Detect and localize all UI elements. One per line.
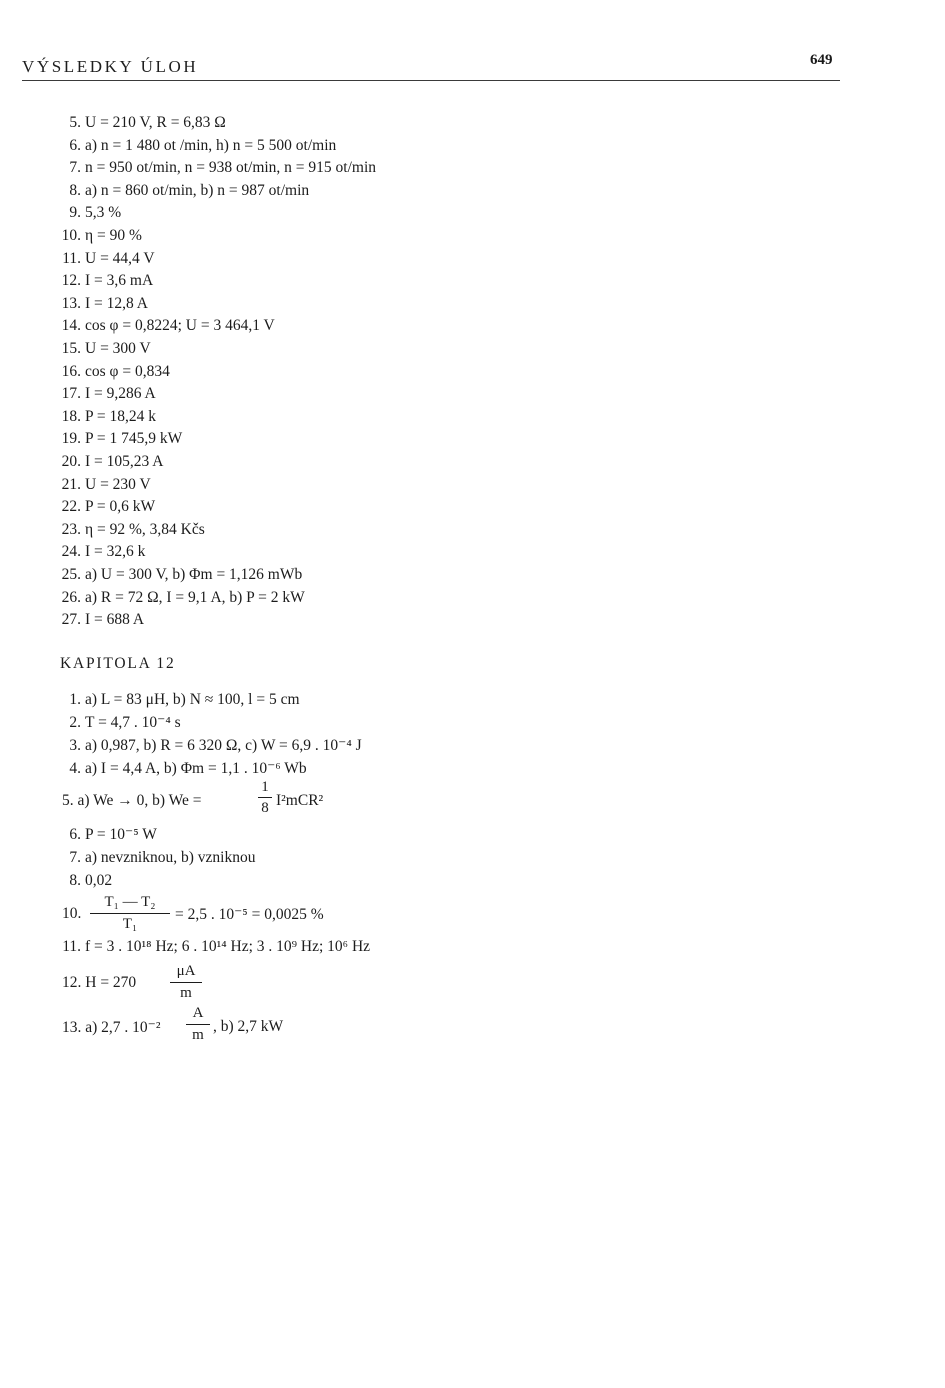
answer-item [40,849,255,867]
answer-text: 5,3 % [85,204,122,222]
answer-text: T = 4,7 . 10⁻⁴ s [85,714,181,731]
answer-item [40,498,155,516]
chapter-heading: KAPITOLA 12 [60,655,176,672]
answer-item [40,227,142,245]
answer-number: 15. [61,340,81,357]
answer-text: I = 9,286 A [85,385,156,403]
answer-item [40,408,156,426]
answer-number: 6. [69,136,81,154]
answer-text: a) nevzniknou, b) vzniknou [85,849,256,866]
answer-text: U = 210 V, R = 6,83 Ω [85,114,226,131]
answer-text: η = 90 % [85,227,142,244]
fraction-bar [170,982,202,983]
answer-item [40,589,305,607]
answer-number: 19. [61,430,81,448]
answer-12-prefix: 12. H = 270 [62,974,137,991]
answer-number: 3. [69,737,81,754]
answer-text: I = 688 A [85,611,145,629]
answer-13-suffix: , b) 2,7 kW [213,1018,284,1035]
answer-text: I = 105,23 A [85,453,164,470]
answer-12-denominator: m [180,985,192,1001]
answer-item [40,204,121,222]
answer-text: P = 0,6 kW [85,498,156,516]
answer-text: η = 92 %, 3,84 Kčs [85,520,205,538]
answer-item [40,250,155,268]
answer-number: 2. [69,714,81,731]
answer-number: 21. [61,475,81,493]
answer-text: P = 1 745,9 kW [85,430,183,448]
answer-number: 12. [61,272,81,290]
answer-text: cos φ = 0,8224; U = 3 464,1 V [85,317,275,335]
answer-item [40,611,144,629]
fraction-bar [258,797,272,798]
answer-item [40,159,376,177]
answer-item [40,340,151,358]
answer-item [40,826,157,844]
answer-text: U = 300 V [85,340,151,357]
answer-13-prefix: 13. a) 2,7 . 10⁻² [62,1019,161,1036]
answer-item [40,737,362,755]
answer-text: a) R = 72 Ω, I = 9,1 A, b) P = 2 kW [85,588,305,606]
answer-item [40,453,164,471]
answer-text: f = 3 . 10¹⁸ Hz; 6 . 10¹⁴ Hz; 3 . 10⁹ Hz; 10⁶ Hz [85,938,371,955]
answer-item [40,714,181,732]
answer-number: 5. [69,114,81,131]
answer-number: 9. [69,204,81,222]
answer-text: a) I = 4,4 A, b) Φm = 1,1 . 10⁻⁶ Wb [85,760,307,777]
answer-text: a) L = 83 μH, b) N ≈ 100, l = 5 cm [85,691,300,708]
answer-13-denominator: m [192,1027,204,1043]
answer-text: P = 10⁻⁵ W [85,826,157,843]
answer-item [40,476,151,494]
answer-13-numerator: A [192,1005,204,1021]
answer-number: 24. [61,543,81,561]
page-number: 649 [810,52,833,68]
answer-10-denominator: T₁ [122,916,138,932]
answer-text: cos φ = 0,834 [85,362,170,380]
answer-10-numerator: T₁ — T₂ [104,894,156,910]
answer-item [40,521,205,539]
answer-number: 20. [61,453,81,470]
answer-5-suffix: I²mCR² [276,792,324,809]
answer-text: a) U = 300 V, b) Φm = 1,126 mWb [85,566,303,583]
answer-12-numerator: μA [176,963,196,979]
answer-item [40,760,307,778]
answer-5-numerator: 1 [261,779,269,795]
answer-item [40,543,145,561]
answer-text: a) 0,987, b) R = 6 320 Ω, c) W = 6,9 . 10⁻⁴ J [85,737,362,754]
running-header-title: VÝSLEDKY ÚLOH [22,57,199,76]
fraction-bar [186,1024,210,1025]
answer-item [40,872,112,890]
answer-number: 23. [61,520,81,538]
answer-item [40,566,302,584]
answer-text: I = 3,6 mA [85,272,154,290]
answer-number: 22. [61,498,81,516]
answer-item [40,272,153,290]
answer-item [40,691,300,709]
answer-number: 4. [69,760,81,777]
answer-text: P = 18,24 k [85,407,157,425]
answer-text: a) n = 1 480 ot /min, h) n = 5 500 ot/min [85,136,337,154]
answer-10-prefix: 10. [62,905,82,922]
answer-number: 10. [61,227,81,244]
answer-text: U = 44,4 V [85,249,155,267]
answer-item [40,137,336,155]
answer-text: I = 32,6 k [85,543,146,561]
answer-number: 7. [69,159,81,177]
answer-text: n = 950 ot/min, n = 938 ot/min, n = 915 ot/min [85,159,377,177]
answer-number: 7. [69,849,81,866]
answer-number: 13. [61,294,81,312]
answer-number: 26. [61,588,81,606]
header-rule [22,80,840,81]
answer-number: 11. [62,249,81,267]
answer-text: I = 12,8 A [85,294,148,312]
answer-5-prefix: 5. a) We → 0, b) We = [62,792,202,809]
answer-number: 6. [69,826,81,843]
answer-number: 16. [61,362,81,380]
answer-number: 27. [61,611,81,629]
fraction-bar [90,913,170,914]
answer-number: 25. [61,566,81,583]
answer-10-suffix: = 2,5 . 10⁻⁵ = 0,0025 % [175,906,324,923]
answer-item [40,317,275,335]
answer-number: 8. [69,872,81,889]
answer-number: 8. [69,181,81,199]
answer-number: 1. [69,691,81,708]
answer-number: 18. [61,407,81,425]
answer-item [40,114,226,132]
answer-item [40,938,370,956]
answer-number: 11. [62,938,81,955]
answer-text: U = 230 V [85,475,151,493]
answer-text: a) n = 860 ot/min, b) n = 987 ot/min [85,181,310,199]
answer-item [40,430,182,448]
answer-item [40,295,148,313]
answer-number: 17. [61,385,81,403]
answer-item [40,363,170,381]
answer-number: 14. [61,317,81,335]
answer-5-denominator: 8 [261,800,269,816]
answer-item [40,182,309,200]
answer-text: 0,02 [85,872,113,889]
answer-item [40,385,156,403]
